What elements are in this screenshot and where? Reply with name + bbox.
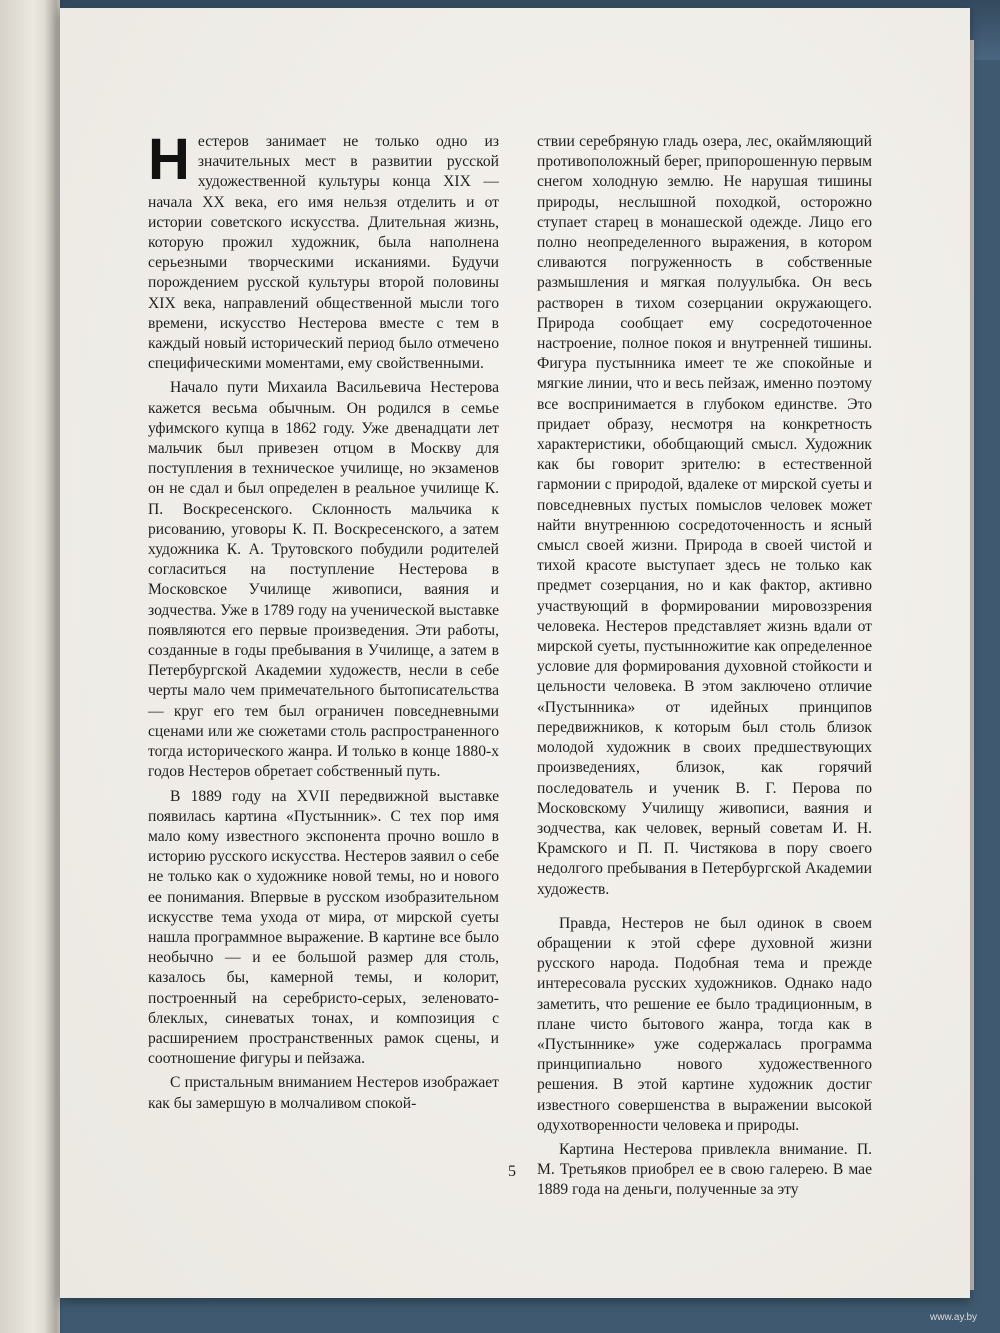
watermark: www.ay.by: [930, 1312, 978, 1323]
paragraph-4: С пристальным вниманием Нестеров изображает как бы замершую в молчаливом спокой-: [148, 1074, 499, 1112]
right-text-column: [537, 132, 872, 1201]
paragraph-3: В 1889 году на XVII передвижной выставке появилась картина «Пустынник». С тех пор имя мало кому известного экспонента прочно вошло в историю русского искусства. Нестеров заявил о себе не только как о художнике новой темы, но и нового ее понимания. Впервые в русском изобразительном искусстве тема ухода от мира, от мирской суеты нашла программное выражение. В картине все было необычно — и ее большой размер для столь, казалось бы, камерной темы, и колорит, построенный на серебристо-серых, зеленовато-блеклых, синеватых тонах, и композиция с расширением пространственных рамок сцены, и соотношение фигуры и пейзажа.: [148, 787, 499, 1068]
paragraph-6: Правда, Нестеров не был одинок в своем обращении к этой сфере духовной жизни русского народа. Подобная тема и прежде интересовала русских художников. Однако надо заметить, что решение ее было традиционным, в плане чисто бытового жанра, тогда как в «Пустыннике» уже содержалась программа принципиально нового художественного решения. В этой картине художник достиг известного совершенства в выражении высокой одухотворенности человека и природы.: [537, 914, 872, 1134]
drop-cap: Н: [148, 127, 190, 192]
paragraph-5: ствии серебряную гладь озера, лес, окаймляющий противоположный берег, припорошенную первым снегом холодную землю. Не нарушая тишины природы, неслышной походкой, осторожно ступает старец в монашеской одежде. Лицо его полно неопределенного выражения, в котором сливаются погруженность в собственные размышления и мягкая полуулыбка. Он весь растворен в тихом созерцании окружающего. Природа сообщает ему сосредоточенное настроение, полное покоя и внутренней тишины. Фигура пустынника имеет те же спокойные и мягкие линии, что и весь пейзаж, именно поэтому все воспринимается в глубоком единстве. Это придает образу, несмотря на конкретность характеристики, обобщающий смысл. Художник как бы говорит зрителю: в естественной гармонии с природой, вдалеке от мирской суеты и повседневных пустых помыслов человек может найти внутреннюю сосредоточенность и ясный смысл своей жизни. Природа в своей чистой и тихой красоте выступает здесь не только как предмет созерцания, но и как фактор, активно участвующий в формировании мировоззрения человека. Нестеров представляет жизнь вдали от мирской суеты, пустынножитие как определенное условие для формирования духовной стойкости и цельности человека. В этом заключено отличие «Пустынника» от идейных принципов передвижников, к которым был столь близок молодой художник в своих предшествующих произведениях, близок, как горячий последователь и ученик В. Г. Перова по Московскому Училищу живописи, ваяния и зодчества, как человек, верный советам И. Н. Крамского и П. П. Чистякова в пору своего недолгого пребывания в Петербургской Академии художеств.: [537, 133, 872, 898]
paragraph-1: Нестеров занимает не только одно из значительных мест в развитии русской художественной культуры конца XIX — начала XX века, его имя нельзя отделить и от истории советского искусства. Длительная жизнь, которую прожил художник, была наполнена серьезными творческими исканиями. Будучи порождением русской культуры второй половины XIX века, направлений общественной мысли того времени, искусство Нестерова вместе с тем в каждый новый исторический период было отмечено специфическими моментами, ему свойственными.: [148, 127, 499, 373]
paragraph-7: Картина Нестерова привлекла внимание. П. М. Третьяков приобрел ее в свою галерею. В мае 1889 года на деньги, полученные за эту: [537, 1140, 872, 1199]
paragraph-2: Начало пути Михаила Васильевича Нестерова кажется весьма обычным. Он родился в семье уфимского купца в 1862 году. Уже двенадцати лет мальчик был привезен отцом в Москву для поступления в техническое училище, но экзаменов он не сдал и был определен в реальное училище К. П. Воскресенского. Склонность мальчика к рисованию, уговоры К. П. Воскресенского, а затем художника К. А. Трутовского побудили родителей согласиться на поступление Нестерова в Московское Училище живописи, ваяния и зодчества. Уже в 1789 году на ученической выставке появляются его первые произведения. Эти работы, созданные в годы пребывания в Училище, а затем в Петербургской Академии художеств, несли в себе черты мало чем примечательного бытописательства — круг его тем был ограничен повседневными сценами или же сюжетами столь распространенного тогда исторического жанра. И только в конце 1880-х годов Нестеров обретает собственный путь.: [148, 379, 499, 781]
page-number: 5: [508, 1163, 516, 1180]
left-text-column: [148, 127, 499, 1114]
